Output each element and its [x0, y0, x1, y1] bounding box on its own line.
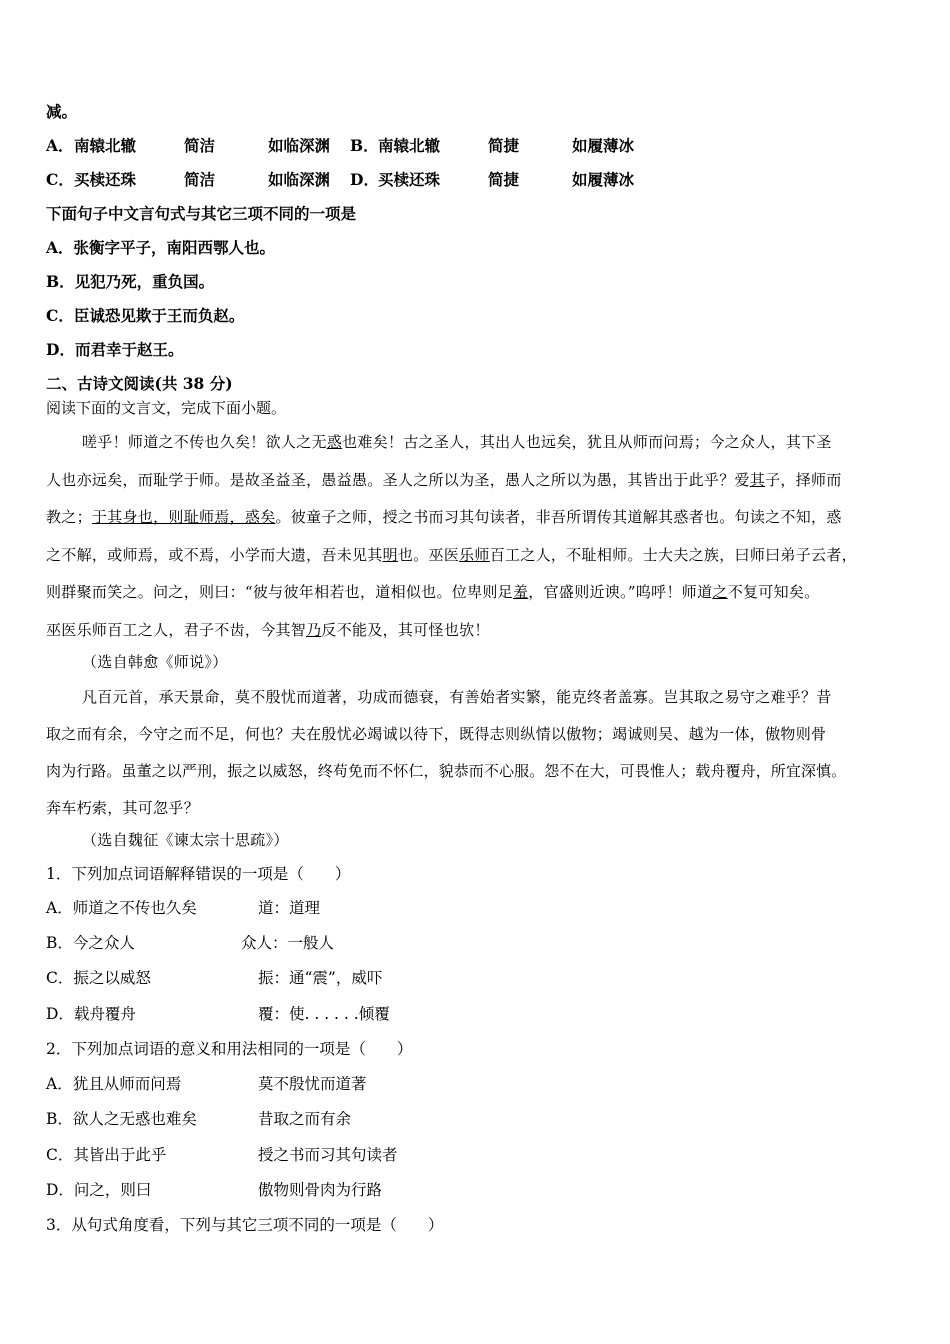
q2-option-b: B．欲人之无惑也难矣 昔取之而有余: [46, 1110, 352, 1128]
passage2-source: （选自魏征《谏太宗十思疏》）: [82, 831, 289, 849]
vocab-options-row-ab: [46, 136, 634, 156]
passage1-line6: 巫医乐师百工之人，君子不齿，今其智乃反不能及，其可怪也欤！: [46, 621, 490, 639]
passage1-line1: 嗟乎！师道之不传也久矣！欲人之无惑也难矣！古之圣人，其出人也远矣，犹且从师而问焉；今之众人，其下圣: [82, 433, 832, 451]
q1-option-a: A．师道之不传也久矣 道：道理: [46, 899, 321, 917]
passage2-line2: 取之而有余，今守之而不足，何也？夫在殷忧必竭诚以待下，既得志则纵情以傲物；竭诚则吴、越为一体，傲物则骨: [46, 725, 827, 743]
option-c-word2: 简洁: [184, 170, 216, 189]
option-b-word1: 南辕北辙: [378, 136, 441, 155]
option-b-word2: 简捷: [488, 136, 520, 155]
syntax-option-a: A．张衡字平子，南阳西鄂人也。: [46, 238, 276, 257]
q2-option-d: D．问之，则曰 傲物则骨肉为行路: [46, 1181, 383, 1199]
q1-option-c: C．振之以威怒 振：通“震”，威吓: [46, 969, 383, 987]
passage2-line3: 肉为行路。虽董之以严刑，振之以威怒，终苟免而不怀仁，貌恭而不心服。怨不在大，可畏惟人；载舟覆舟，所宜深慎。: [46, 762, 847, 780]
q2-stem: 2．下列加点词语的意义和用法相同的一项是（ ）: [46, 1040, 413, 1058]
passage2-line1: 凡百元首，承天景命，莫不殷忧而道著，功成而德衰，有善始者实繁，能克终者盖寡。岂其取之易守之难乎？昔: [82, 688, 832, 706]
option-label: C．: [46, 170, 74, 189]
q2-option-a: A．犹且从师而问焉 莫不殷忧而道著: [46, 1075, 367, 1093]
vocab-options-row-cd: [46, 170, 634, 190]
continued-text: 减。: [46, 102, 78, 121]
q2-option-c: C．其皆出于此乎 授之书而习其句读者: [46, 1146, 398, 1164]
syntax-question-stem: 下面句子中文言句式与其它三项不同的一项是: [46, 204, 357, 223]
option-a-word2: 简洁: [184, 136, 216, 155]
syntax-option-c: C．臣诚恐见欺于王而负赵。: [46, 306, 245, 325]
option-d-word1: 买椟还珠: [378, 170, 441, 189]
passage1-line5: 则群聚而笑之。问之，则曰：“彼与彼年相若也，道相似也。位卑则足羞，官盛则近谀。”呜呼！师道之不复可知矣。: [46, 583, 820, 601]
q3-stem: 3．从句式角度看，下列与其它三项不同的一项是（ ）: [46, 1216, 444, 1234]
option-d-word3: 如履薄冰: [572, 170, 635, 189]
passage2-line4: 奔车朽索，其可忽乎？: [46, 799, 200, 817]
section-title: 二、古诗文阅读(共 38 分): [46, 374, 233, 393]
option-a-word3: 如临深渊: [268, 136, 331, 155]
option-label: B．: [350, 136, 379, 155]
option-b-word3: 如履薄冰: [572, 136, 635, 155]
option-label: A．: [46, 136, 74, 155]
q1-option-d: D．载舟覆舟 覆：使. . . . . .倾覆: [46, 1005, 390, 1023]
option-a-word1: 南辕北辙: [74, 136, 137, 155]
passage1-line4: 之不解，或师焉，或不焉，小学而大遗，吾未见其明也。巫医乐师百工之人，不耻相师。士大夫之族，曰师曰弟子云者，: [46, 546, 857, 564]
option-c-word3: 如临深渊: [268, 170, 331, 189]
q1-option-b: B．今之众人 众人：一般人: [46, 934, 335, 952]
passage1-line2: 人也亦远矣，而耻学于师。是故圣益圣，愚益愚。圣人之所以为圣，愚人之所以为愚，其皆出于此乎？爱其子，择师而: [46, 471, 842, 489]
option-d-word2: 简捷: [488, 170, 520, 189]
option-c-word1: 买椟还珠: [74, 170, 137, 189]
passage1-source: （选自韩愈《师说》）: [82, 653, 228, 671]
option-label: D．: [350, 170, 379, 189]
syntax-option-d: D．而君幸于赵王。: [46, 340, 184, 359]
syntax-option-b: B．见犯乃死，重负国。: [46, 272, 215, 291]
section-instruction: 阅读下面的文言文，完成下面小题。: [46, 399, 287, 417]
q1-stem: 1．下列加点词语解释错误的一项是（ ）: [46, 865, 351, 883]
passage1-line3: 教之；于其身也，则耻师焉，惑矣。彼童子之师，授之书而习其句读者，非吾所谓传其道解其惑者也。句读之不知，惑: [46, 508, 842, 526]
